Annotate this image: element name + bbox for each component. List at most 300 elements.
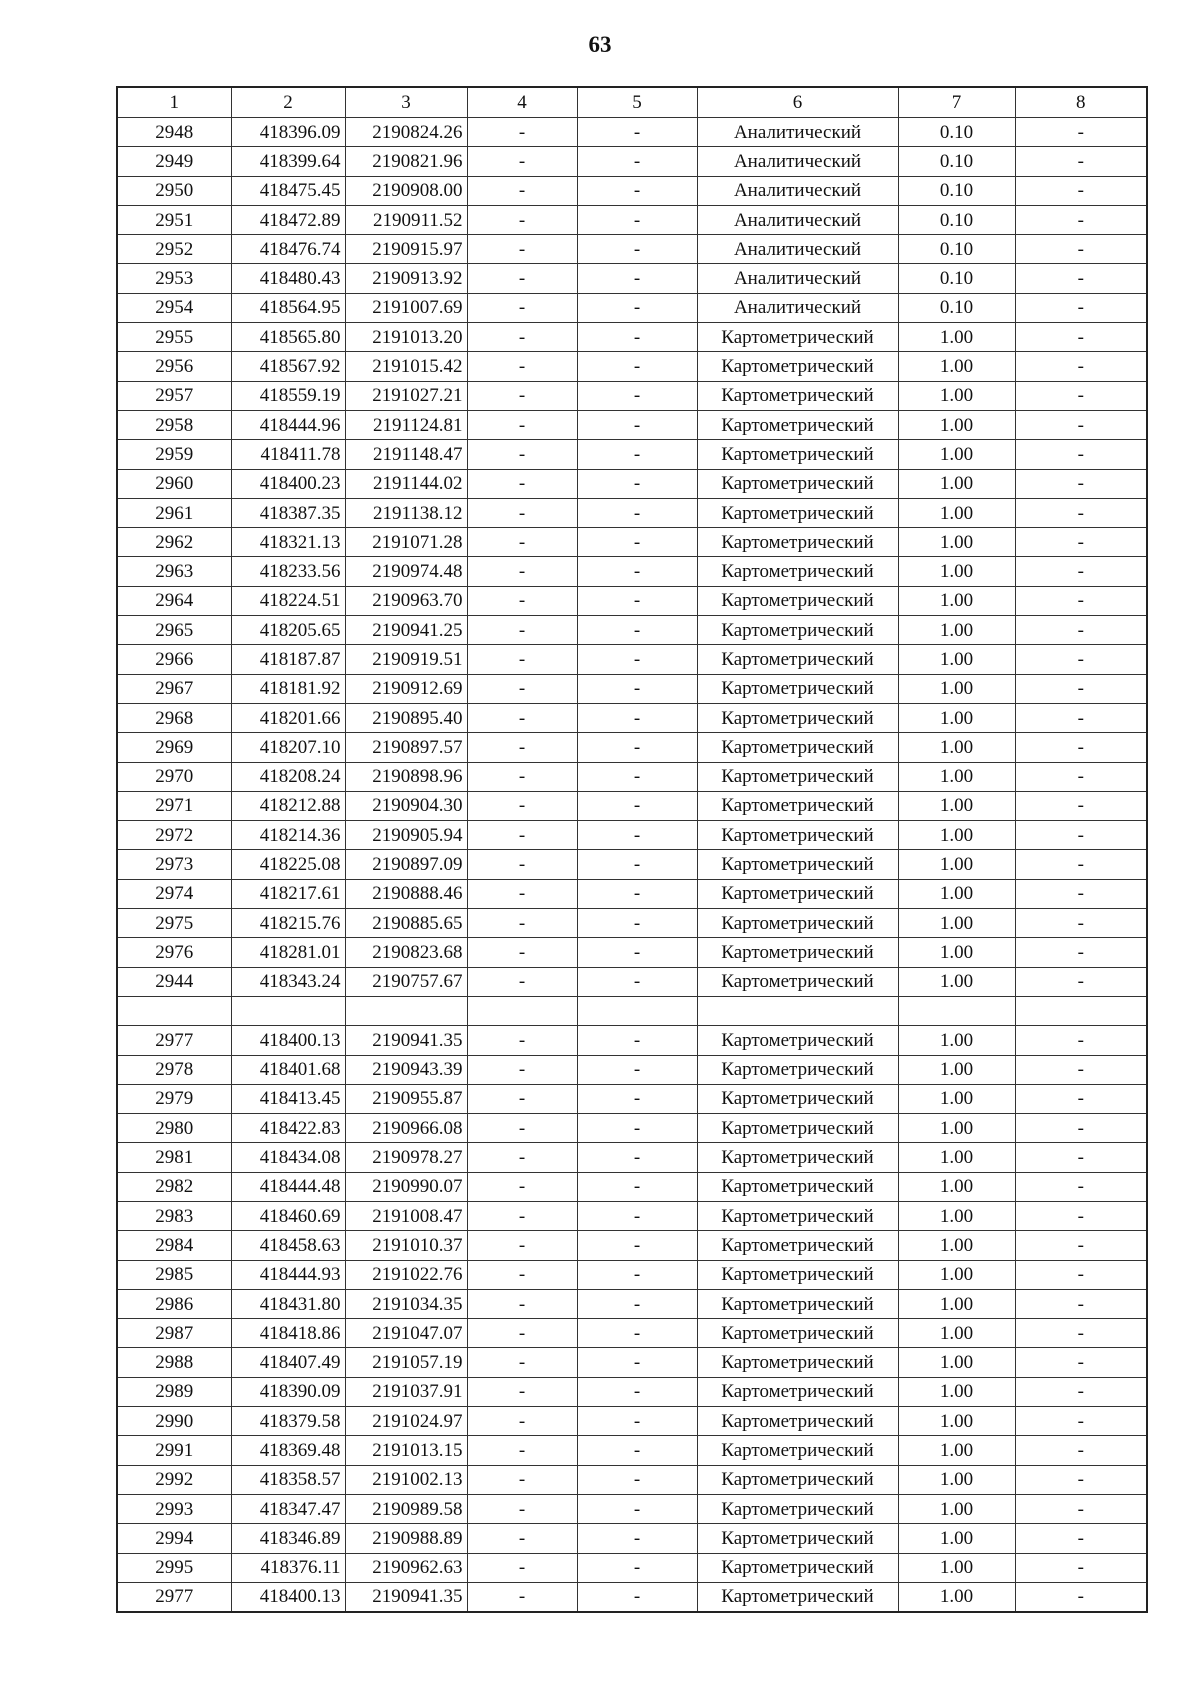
column-8-cell: - bbox=[1015, 733, 1147, 762]
method-cell: Аналитический bbox=[697, 176, 898, 205]
table-row bbox=[117, 1172, 1147, 1201]
column-4-cell: - bbox=[467, 1524, 577, 1553]
y-coordinate-cell: 2191008.47 bbox=[345, 1201, 467, 1230]
x-coordinate-cell bbox=[231, 996, 345, 1025]
method-cell: Картометрический bbox=[697, 967, 898, 996]
table-row bbox=[117, 1289, 1147, 1318]
y-coordinate-cell: 2190821.96 bbox=[345, 147, 467, 176]
y-coordinate-cell: 2191013.15 bbox=[345, 1436, 467, 1465]
column-5-cell: - bbox=[577, 1407, 697, 1436]
x-coordinate-cell: 418400.13 bbox=[231, 1582, 345, 1612]
column-8-cell: - bbox=[1015, 909, 1147, 938]
y-coordinate-cell: 2191124.81 bbox=[345, 410, 467, 439]
column-4-cell: - bbox=[467, 1231, 577, 1260]
column-5-cell: - bbox=[577, 205, 697, 234]
column-8-cell: - bbox=[1015, 616, 1147, 645]
x-coordinate-cell: 418476.74 bbox=[231, 235, 345, 264]
x-coordinate-cell: 418214.36 bbox=[231, 821, 345, 850]
accuracy-cell: 1.00 bbox=[898, 586, 1015, 615]
accuracy-cell: 0.10 bbox=[898, 264, 1015, 293]
column-5-cell: - bbox=[577, 616, 697, 645]
accuracy-cell: 1.00 bbox=[898, 674, 1015, 703]
point-number-cell: 2984 bbox=[117, 1231, 231, 1260]
y-coordinate-cell: 2190911.52 bbox=[345, 205, 467, 234]
x-coordinate-cell: 418215.76 bbox=[231, 909, 345, 938]
point-number-cell: 2967 bbox=[117, 674, 231, 703]
accuracy-cell: 1.00 bbox=[898, 1055, 1015, 1084]
column-5-cell bbox=[577, 996, 697, 1025]
coordinates-table bbox=[116, 86, 1148, 1613]
x-coordinate-cell: 418343.24 bbox=[231, 967, 345, 996]
table-row bbox=[117, 733, 1147, 762]
column-4-cell: - bbox=[467, 1377, 577, 1406]
point-number-cell: 2981 bbox=[117, 1143, 231, 1172]
y-coordinate-cell: 2190905.94 bbox=[345, 821, 467, 850]
table-row bbox=[117, 674, 1147, 703]
table-row bbox=[117, 440, 1147, 469]
column-8-cell: - bbox=[1015, 1436, 1147, 1465]
column-8-cell: - bbox=[1015, 323, 1147, 352]
column-5-cell: - bbox=[577, 733, 697, 762]
table-row bbox=[117, 821, 1147, 850]
accuracy-cell: 1.00 bbox=[898, 645, 1015, 674]
method-cell: Аналитический bbox=[697, 147, 898, 176]
x-coordinate-cell: 418387.35 bbox=[231, 498, 345, 527]
y-coordinate-cell: 2190913.92 bbox=[345, 264, 467, 293]
method-cell: Картометрический bbox=[697, 323, 898, 352]
column-8-cell: - bbox=[1015, 147, 1147, 176]
table-row bbox=[117, 1377, 1147, 1406]
method-cell: Картометрический bbox=[697, 674, 898, 703]
x-coordinate-cell: 418208.24 bbox=[231, 762, 345, 791]
column-5-cell: - bbox=[577, 1436, 697, 1465]
accuracy-cell: 0.10 bbox=[898, 147, 1015, 176]
x-coordinate-cell: 418376.11 bbox=[231, 1553, 345, 1582]
x-coordinate-cell: 418358.57 bbox=[231, 1465, 345, 1494]
y-coordinate-cell: 2190885.65 bbox=[345, 909, 467, 938]
accuracy-cell: 0.10 bbox=[898, 205, 1015, 234]
table-row bbox=[117, 1231, 1147, 1260]
column-4-cell: - bbox=[467, 821, 577, 850]
y-coordinate-cell: 2191015.42 bbox=[345, 352, 467, 381]
x-coordinate-cell: 418418.86 bbox=[231, 1319, 345, 1348]
point-number-cell: 2983 bbox=[117, 1201, 231, 1230]
column-8-cell: - bbox=[1015, 1231, 1147, 1260]
accuracy-cell: 1.00 bbox=[898, 440, 1015, 469]
x-coordinate-cell: 418475.45 bbox=[231, 176, 345, 205]
table-row bbox=[117, 323, 1147, 352]
accuracy-cell: 1.00 bbox=[898, 1348, 1015, 1377]
point-number-cell: 2961 bbox=[117, 498, 231, 527]
table-body bbox=[117, 118, 1147, 1613]
accuracy-cell: 1.00 bbox=[898, 938, 1015, 967]
column-4-cell: - bbox=[467, 1143, 577, 1172]
table-row bbox=[117, 1055, 1147, 1084]
y-coordinate-cell: 2191047.07 bbox=[345, 1319, 467, 1348]
column-8-cell: - bbox=[1015, 264, 1147, 293]
method-cell: Картометрический bbox=[697, 1026, 898, 1055]
column-4-cell: - bbox=[467, 1553, 577, 1582]
column-5-cell: - bbox=[577, 674, 697, 703]
column-4-cell: - bbox=[467, 1114, 577, 1143]
x-coordinate-cell: 418321.13 bbox=[231, 528, 345, 557]
column-4-cell: - bbox=[467, 616, 577, 645]
point-number-cell: 2985 bbox=[117, 1260, 231, 1289]
x-coordinate-cell: 418444.96 bbox=[231, 410, 345, 439]
method-cell: Картометрический bbox=[697, 1114, 898, 1143]
y-coordinate-cell: 2190966.08 bbox=[345, 1114, 467, 1143]
y-coordinate-cell: 2190897.57 bbox=[345, 733, 467, 762]
point-number-cell: 2976 bbox=[117, 938, 231, 967]
column-8-cell: - bbox=[1015, 879, 1147, 908]
method-cell bbox=[697, 996, 898, 1025]
point-number-cell: 2969 bbox=[117, 733, 231, 762]
accuracy-cell: 1.00 bbox=[898, 410, 1015, 439]
accuracy-cell bbox=[898, 996, 1015, 1025]
column-5-cell: - bbox=[577, 850, 697, 879]
column-header-8: 8 bbox=[1015, 87, 1147, 118]
column-8-cell: - bbox=[1015, 118, 1147, 147]
method-cell: Картометрический bbox=[697, 1319, 898, 1348]
x-coordinate-cell: 418567.92 bbox=[231, 352, 345, 381]
x-coordinate-cell: 418458.63 bbox=[231, 1231, 345, 1260]
column-8-cell: - bbox=[1015, 645, 1147, 674]
point-number-cell: 2977 bbox=[117, 1026, 231, 1055]
column-5-cell: - bbox=[577, 879, 697, 908]
column-5-cell: - bbox=[577, 703, 697, 732]
column-8-cell: - bbox=[1015, 381, 1147, 410]
column-8-cell: - bbox=[1015, 1524, 1147, 1553]
x-coordinate-cell: 418564.95 bbox=[231, 293, 345, 322]
y-coordinate-cell: 2190988.89 bbox=[345, 1524, 467, 1553]
point-number-cell: 2963 bbox=[117, 557, 231, 586]
y-coordinate-cell: 2190897.09 bbox=[345, 850, 467, 879]
method-cell: Картометрический bbox=[697, 762, 898, 791]
column-4-cell: - bbox=[467, 264, 577, 293]
table-row bbox=[117, 469, 1147, 498]
column-8-cell: - bbox=[1015, 967, 1147, 996]
x-coordinate-cell: 418480.43 bbox=[231, 264, 345, 293]
point-number-cell: 2990 bbox=[117, 1407, 231, 1436]
table-row bbox=[117, 645, 1147, 674]
x-coordinate-cell: 418399.64 bbox=[231, 147, 345, 176]
column-header-1: 1 bbox=[117, 87, 231, 118]
column-4-cell: - bbox=[467, 118, 577, 147]
column-8-cell: - bbox=[1015, 821, 1147, 850]
point-number-cell: 2974 bbox=[117, 879, 231, 908]
x-coordinate-cell: 418472.89 bbox=[231, 205, 345, 234]
point-number-cell: 2948 bbox=[117, 118, 231, 147]
column-5-cell: - bbox=[577, 264, 697, 293]
column-header-3: 3 bbox=[345, 87, 467, 118]
method-cell: Картометрический bbox=[697, 528, 898, 557]
column-5-cell: - bbox=[577, 586, 697, 615]
column-4-cell: - bbox=[467, 1407, 577, 1436]
point-number-cell: 2950 bbox=[117, 176, 231, 205]
accuracy-cell: 1.00 bbox=[898, 498, 1015, 527]
point-number-cell: 2992 bbox=[117, 1465, 231, 1494]
x-coordinate-cell: 418346.89 bbox=[231, 1524, 345, 1553]
column-5-cell: - bbox=[577, 938, 697, 967]
x-coordinate-cell: 418444.48 bbox=[231, 1172, 345, 1201]
column-5-cell: - bbox=[577, 1201, 697, 1230]
column-8-cell: - bbox=[1015, 1260, 1147, 1289]
column-5-cell: - bbox=[577, 1465, 697, 1494]
column-5-cell: - bbox=[577, 1494, 697, 1523]
table-row bbox=[117, 938, 1147, 967]
accuracy-cell: 1.00 bbox=[898, 1407, 1015, 1436]
method-cell: Картометрический bbox=[697, 1172, 898, 1201]
y-coordinate-cell: 2190978.27 bbox=[345, 1143, 467, 1172]
table-row bbox=[117, 1494, 1147, 1523]
y-coordinate-cell: 2190974.48 bbox=[345, 557, 467, 586]
table-row bbox=[117, 205, 1147, 234]
y-coordinate-cell: 2190915.97 bbox=[345, 235, 467, 264]
column-4-cell: - bbox=[467, 147, 577, 176]
x-coordinate-cell: 418411.78 bbox=[231, 440, 345, 469]
y-coordinate-cell: 2191144.02 bbox=[345, 469, 467, 498]
point-number-cell: 2970 bbox=[117, 762, 231, 791]
point-number-cell: 2980 bbox=[117, 1114, 231, 1143]
column-5-cell: - bbox=[577, 1172, 697, 1201]
column-8-cell: - bbox=[1015, 1084, 1147, 1113]
x-coordinate-cell: 418460.69 bbox=[231, 1201, 345, 1230]
x-coordinate-cell: 418217.61 bbox=[231, 879, 345, 908]
point-number-cell: 2949 bbox=[117, 147, 231, 176]
column-8-cell: - bbox=[1015, 1143, 1147, 1172]
method-cell: Картометрический bbox=[697, 586, 898, 615]
y-coordinate-cell: 2190962.63 bbox=[345, 1553, 467, 1582]
column-8-cell: - bbox=[1015, 586, 1147, 615]
point-number-cell: 2979 bbox=[117, 1084, 231, 1113]
column-4-cell: - bbox=[467, 469, 577, 498]
column-4-cell: - bbox=[467, 557, 577, 586]
table-row bbox=[117, 996, 1147, 1025]
y-coordinate-cell: 2190943.39 bbox=[345, 1055, 467, 1084]
method-cell: Картометрический bbox=[697, 879, 898, 908]
column-4-cell: - bbox=[467, 352, 577, 381]
x-coordinate-cell: 418431.80 bbox=[231, 1289, 345, 1318]
column-5-cell: - bbox=[577, 791, 697, 820]
column-5-cell: - bbox=[577, 176, 697, 205]
point-number-cell: 2988 bbox=[117, 1348, 231, 1377]
table-row bbox=[117, 967, 1147, 996]
column-4-cell: - bbox=[467, 528, 577, 557]
point-number-cell: 2975 bbox=[117, 909, 231, 938]
method-cell: Картометрический bbox=[697, 1494, 898, 1523]
x-coordinate-cell: 418434.08 bbox=[231, 1143, 345, 1172]
column-8-cell: - bbox=[1015, 791, 1147, 820]
table-row bbox=[117, 762, 1147, 791]
column-8-cell: - bbox=[1015, 235, 1147, 264]
y-coordinate-cell: 2190989.58 bbox=[345, 1494, 467, 1523]
accuracy-cell: 1.00 bbox=[898, 703, 1015, 732]
y-coordinate-cell: 2191148.47 bbox=[345, 440, 467, 469]
column-4-cell: - bbox=[467, 938, 577, 967]
column-8-cell: - bbox=[1015, 1377, 1147, 1406]
accuracy-cell: 1.00 bbox=[898, 1436, 1015, 1465]
method-cell: Картометрический bbox=[697, 1377, 898, 1406]
y-coordinate-cell: 2191071.28 bbox=[345, 528, 467, 557]
method-cell: Аналитический bbox=[697, 235, 898, 264]
method-cell: Картометрический bbox=[697, 821, 898, 850]
y-coordinate-cell: 2190904.30 bbox=[345, 791, 467, 820]
point-number-cell: 2971 bbox=[117, 791, 231, 820]
method-cell: Картометрический bbox=[697, 1436, 898, 1465]
accuracy-cell: 1.00 bbox=[898, 1582, 1015, 1612]
accuracy-cell: 1.00 bbox=[898, 1319, 1015, 1348]
x-coordinate-cell: 418390.09 bbox=[231, 1377, 345, 1406]
x-coordinate-cell: 418187.87 bbox=[231, 645, 345, 674]
accuracy-cell: 1.00 bbox=[898, 381, 1015, 410]
column-4-cell: - bbox=[467, 323, 577, 352]
accuracy-cell: 1.00 bbox=[898, 528, 1015, 557]
column-header-6: 6 bbox=[697, 87, 898, 118]
point-number-cell: 2987 bbox=[117, 1319, 231, 1348]
x-coordinate-cell: 418400.13 bbox=[231, 1026, 345, 1055]
table-row bbox=[117, 1407, 1147, 1436]
point-number-cell: 2973 bbox=[117, 850, 231, 879]
y-coordinate-cell: 2190941.35 bbox=[345, 1582, 467, 1612]
y-coordinate-cell: 2191037.91 bbox=[345, 1377, 467, 1406]
point-number-cell: 2968 bbox=[117, 703, 231, 732]
point-number-cell: 2944 bbox=[117, 967, 231, 996]
accuracy-cell: 1.00 bbox=[898, 909, 1015, 938]
point-number-cell: 2982 bbox=[117, 1172, 231, 1201]
x-coordinate-cell: 418407.49 bbox=[231, 1348, 345, 1377]
column-5-cell: - bbox=[577, 1084, 697, 1113]
column-8-cell: - bbox=[1015, 1494, 1147, 1523]
x-coordinate-cell: 418207.10 bbox=[231, 733, 345, 762]
method-cell: Аналитический bbox=[697, 264, 898, 293]
column-4-cell: - bbox=[467, 235, 577, 264]
method-cell: Аналитический bbox=[697, 293, 898, 322]
column-5-cell: - bbox=[577, 1582, 697, 1612]
column-4-cell: - bbox=[467, 586, 577, 615]
accuracy-cell: 0.10 bbox=[898, 235, 1015, 264]
column-5-cell: - bbox=[577, 1553, 697, 1582]
table-row bbox=[117, 147, 1147, 176]
method-cell: Картометрический bbox=[697, 1524, 898, 1553]
accuracy-cell: 1.00 bbox=[898, 850, 1015, 879]
accuracy-cell: 1.00 bbox=[898, 821, 1015, 850]
column-5-cell: - bbox=[577, 1377, 697, 1406]
point-number-cell: 2986 bbox=[117, 1289, 231, 1318]
column-5-cell: - bbox=[577, 1231, 697, 1260]
table-row bbox=[117, 1436, 1147, 1465]
table-row bbox=[117, 1465, 1147, 1494]
column-5-cell: - bbox=[577, 118, 697, 147]
y-coordinate-cell: 2190888.46 bbox=[345, 879, 467, 908]
method-cell: Картометрический bbox=[697, 850, 898, 879]
accuracy-cell: 1.00 bbox=[898, 762, 1015, 791]
method-cell: Картометрический bbox=[697, 703, 898, 732]
method-cell: Картометрический bbox=[697, 938, 898, 967]
method-cell: Картометрический bbox=[697, 410, 898, 439]
table-row bbox=[117, 381, 1147, 410]
table-row bbox=[117, 1084, 1147, 1113]
x-coordinate-cell: 418205.65 bbox=[231, 616, 345, 645]
method-cell: Картометрический bbox=[697, 1084, 898, 1113]
method-cell: Картометрический bbox=[697, 1201, 898, 1230]
point-number-cell: 2957 bbox=[117, 381, 231, 410]
y-coordinate-cell: 2190919.51 bbox=[345, 645, 467, 674]
accuracy-cell: 1.00 bbox=[898, 352, 1015, 381]
column-8-cell: - bbox=[1015, 176, 1147, 205]
point-number-cell: 2962 bbox=[117, 528, 231, 557]
column-4-cell: - bbox=[467, 645, 577, 674]
y-coordinate-cell: 2191002.13 bbox=[345, 1465, 467, 1494]
column-4-cell: - bbox=[467, 674, 577, 703]
method-cell: Картометрический bbox=[697, 733, 898, 762]
method-cell: Картометрический bbox=[697, 352, 898, 381]
point-number-cell: 2994 bbox=[117, 1524, 231, 1553]
accuracy-cell: 1.00 bbox=[898, 1201, 1015, 1230]
column-4-cell: - bbox=[467, 703, 577, 732]
point-number-cell: 2964 bbox=[117, 586, 231, 615]
column-4-cell bbox=[467, 996, 577, 1025]
method-cell: Картометрический bbox=[697, 1553, 898, 1582]
accuracy-cell: 1.00 bbox=[898, 733, 1015, 762]
column-8-cell: - bbox=[1015, 1348, 1147, 1377]
column-5-cell: - bbox=[577, 440, 697, 469]
table-row bbox=[117, 528, 1147, 557]
y-coordinate-cell: 2190898.96 bbox=[345, 762, 467, 791]
column-5-cell: - bbox=[577, 1289, 697, 1318]
x-coordinate-cell: 418565.80 bbox=[231, 323, 345, 352]
point-number-cell: 2956 bbox=[117, 352, 231, 381]
method-cell: Картометрический bbox=[697, 791, 898, 820]
table-row bbox=[117, 264, 1147, 293]
column-4-cell: - bbox=[467, 1436, 577, 1465]
method-cell: Картометрический bbox=[697, 1231, 898, 1260]
column-8-cell: - bbox=[1015, 469, 1147, 498]
column-8-cell: - bbox=[1015, 674, 1147, 703]
table-row bbox=[117, 235, 1147, 264]
column-header-4: 4 bbox=[467, 87, 577, 118]
point-number-cell: 2978 bbox=[117, 1055, 231, 1084]
column-8-cell: - bbox=[1015, 703, 1147, 732]
point-number-cell: 2993 bbox=[117, 1494, 231, 1523]
column-5-cell: - bbox=[577, 323, 697, 352]
method-cell: Картометрический bbox=[697, 498, 898, 527]
column-4-cell: - bbox=[467, 791, 577, 820]
column-4-cell: - bbox=[467, 1201, 577, 1230]
column-4-cell: - bbox=[467, 1582, 577, 1612]
method-cell: Картометрический bbox=[697, 1143, 898, 1172]
column-4-cell: - bbox=[467, 879, 577, 908]
table-row bbox=[117, 1143, 1147, 1172]
column-4-cell: - bbox=[467, 293, 577, 322]
column-4-cell: - bbox=[467, 1026, 577, 1055]
table-row bbox=[117, 1524, 1147, 1553]
accuracy-cell: 0.10 bbox=[898, 118, 1015, 147]
table-row bbox=[117, 1201, 1147, 1230]
point-number-cell bbox=[117, 996, 231, 1025]
table-row bbox=[117, 879, 1147, 908]
table-row bbox=[117, 410, 1147, 439]
point-number-cell: 2965 bbox=[117, 616, 231, 645]
column-5-cell: - bbox=[577, 469, 697, 498]
table-row bbox=[117, 1582, 1147, 1612]
column-5-cell: - bbox=[577, 762, 697, 791]
accuracy-cell: 1.00 bbox=[898, 967, 1015, 996]
y-coordinate-cell: 2190895.40 bbox=[345, 703, 467, 732]
x-coordinate-cell: 418225.08 bbox=[231, 850, 345, 879]
method-cell: Картометрический bbox=[697, 1348, 898, 1377]
column-8-cell: - bbox=[1015, 440, 1147, 469]
table-row bbox=[117, 791, 1147, 820]
